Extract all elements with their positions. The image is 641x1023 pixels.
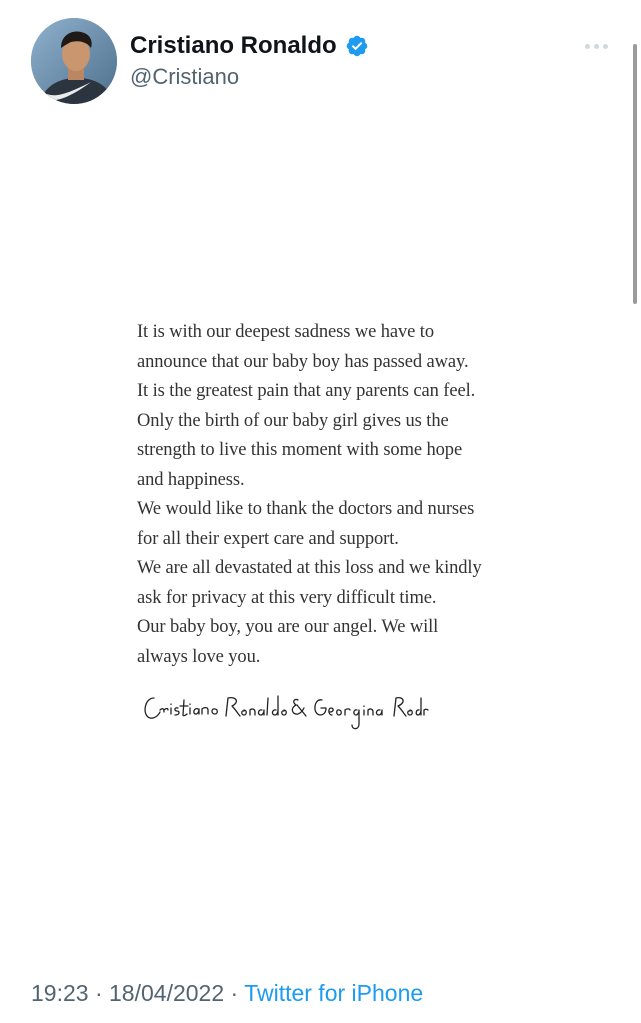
- tweet-source-link[interactable]: Twitter for iPhone: [244, 980, 424, 1006]
- signature: [140, 688, 430, 740]
- statement-line: Our baby boy, you are our angel. We will: [137, 617, 439, 637]
- tweet-time[interactable]: 19:23: [31, 980, 89, 1006]
- statement-line: We would like to thank the doctors and nurses: [137, 499, 475, 519]
- profile-photo-icon: [31, 18, 117, 104]
- statement-line: for all their expert care and support.: [137, 528, 399, 549]
- statement-line: always love you.: [137, 646, 261, 667]
- statement-line: strength to live this moment with some hope: [137, 440, 463, 460]
- more-options-icon: [585, 44, 590, 49]
- meta-separator: ·: [230, 980, 239, 1006]
- statement-line: We are all devastated at this loss and we kindly: [137, 558, 482, 578]
- tweet-date[interactable]: 18/04/2022: [109, 980, 225, 1006]
- more-options-button[interactable]: [580, 36, 612, 56]
- scrollbar-thumb[interactable]: [633, 44, 637, 304]
- author-name[interactable]: Cristiano Ronaldo: [130, 32, 337, 59]
- author-name-row: [130, 32, 369, 60]
- statement-line: It is with our deepest sadness we have to: [137, 322, 434, 342]
- meta-separator: ·: [94, 980, 103, 1006]
- statement-line: ask for privacy at this very difficult time.: [137, 587, 437, 608]
- statement-line: It is the greatest pain that any parents can feel.: [137, 381, 476, 401]
- more-options-dot: [594, 44, 599, 49]
- statement-line: Only the birth of our baby girl gives us the: [137, 410, 449, 431]
- more-options-dot: [603, 44, 608, 49]
- statement-image[interactable]: [137, 318, 557, 672]
- statement-line: and happiness.: [137, 469, 245, 490]
- avatar[interactable]: [31, 18, 117, 104]
- author-handle[interactable]: @Cristiano: [130, 64, 240, 89]
- tweet-meta: [31, 978, 423, 1008]
- verified-badge-icon: [345, 34, 369, 58]
- statement-line: announce that our baby boy has passed away.: [137, 351, 469, 372]
